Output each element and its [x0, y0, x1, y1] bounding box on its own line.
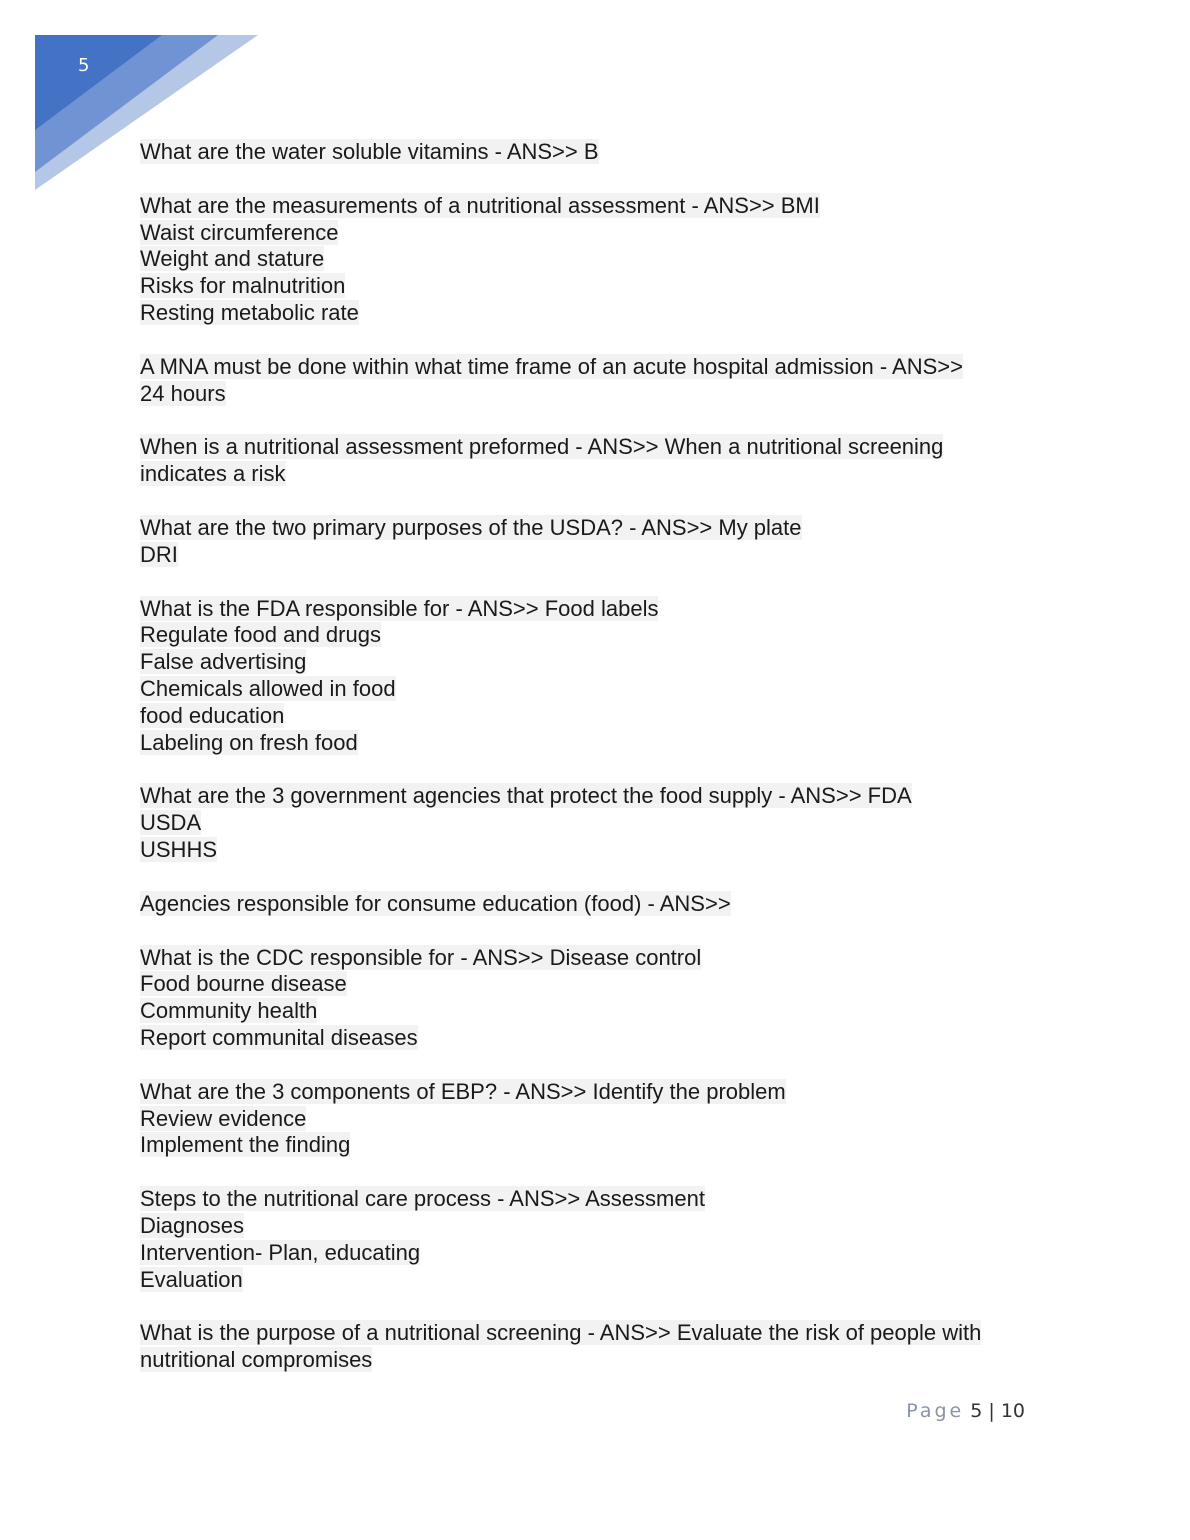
answer-text: indicates a risk	[140, 461, 286, 487]
answer-line	[140, 810, 1060, 837]
answer-text: DRI	[140, 541, 178, 567]
answer-line	[140, 300, 1060, 327]
question-text: Steps to the nutritional care process - ANS>> Assessment	[140, 1186, 705, 1212]
answer-line	[140, 676, 1060, 703]
answer-line	[140, 837, 1060, 864]
footer-total-pages: 10	[1000, 1400, 1025, 1422]
answer-line	[140, 649, 1060, 676]
question-line	[140, 945, 1060, 972]
question-text: What are the 3 components of EBP? - ANS>> Identify the problem	[140, 1078, 786, 1104]
question-line	[140, 1079, 1060, 1106]
question-text: A MNA must be done within what time frame of an acute hospital admission - ANS>>	[140, 353, 963, 379]
question-text: What are the water soluble vitamins - ANS>> B	[140, 139, 599, 164]
question-text: What are the 3 government agencies that protect the food supply - ANS>> FDA	[140, 783, 912, 809]
answer-line	[140, 1267, 1060, 1294]
answer-text: Weight and stature	[140, 246, 325, 272]
answer-text: Waist circumference	[140, 219, 339, 245]
qa-item	[140, 1320, 1060, 1374]
question-line	[140, 596, 1060, 623]
question-line	[140, 783, 1060, 810]
qa-item	[140, 596, 1060, 757]
qa-item	[140, 945, 1060, 1052]
answer-text: Regulate food and drugs	[140, 622, 381, 648]
answer-line	[140, 1025, 1060, 1052]
question-line	[140, 1320, 1060, 1347]
answer-text: 24 hours	[140, 380, 226, 406]
footer-separator: |	[988, 1400, 995, 1422]
qa-item	[140, 515, 1060, 569]
question-text: What are the two primary purposes of the USDA? - ANS>> My plate	[140, 514, 802, 540]
answer-text: Risks for malnutrition	[140, 273, 346, 299]
answer-text: Community health	[140, 998, 318, 1024]
qa-item	[140, 434, 1060, 488]
question-line	[140, 139, 1060, 166]
answer-text: USHHS	[140, 836, 218, 862]
answer-line	[140, 1106, 1060, 1133]
answer-line	[140, 622, 1060, 649]
question-text: What is the FDA responsible for - ANS>> Food labels	[140, 595, 659, 621]
answer-text: Diagnoses	[140, 1212, 244, 1238]
qa-list	[140, 139, 1060, 1401]
qa-item	[140, 891, 1060, 918]
answer-text: food education	[140, 702, 285, 728]
answer-line	[140, 971, 1060, 998]
qa-item	[140, 193, 1060, 327]
answer-text: Report communital diseases	[140, 1024, 418, 1050]
answer-text: Resting metabolic rate	[140, 299, 359, 325]
question-text: What is the CDC responsible for - ANS>> Disease control	[140, 944, 702, 970]
answer-text: Evaluation	[140, 1266, 243, 1292]
answer-line	[140, 381, 1060, 408]
question-line	[140, 891, 1060, 918]
question-line	[140, 434, 1060, 461]
question-line	[140, 193, 1060, 220]
answer-line	[140, 730, 1060, 757]
qa-item	[140, 354, 1060, 408]
answer-text: Intervention- Plan, educating	[140, 1239, 421, 1265]
question-text: What are the measurements of a nutritional assessment - ANS>> BMI	[140, 192, 820, 218]
qa-item	[140, 783, 1060, 863]
answer-line	[140, 1213, 1060, 1240]
answer-line	[140, 220, 1060, 247]
answer-line	[140, 1240, 1060, 1267]
answer-line	[140, 1347, 1060, 1374]
footer-current-page: 5	[970, 1400, 983, 1422]
answer-text: Food bourne disease	[140, 971, 347, 997]
qa-item	[140, 1186, 1060, 1293]
question-text: When is a nutritional assessment preformed - ANS>> When a nutritional screening	[140, 434, 944, 460]
answer-line	[140, 461, 1060, 488]
answer-text: Implement the finding	[140, 1132, 351, 1158]
answer-line	[140, 703, 1060, 730]
question-text: What is the purpose of a nutritional screening - ANS>> Evaluate the risk of people with	[140, 1320, 982, 1346]
answer-line	[140, 246, 1060, 273]
question-line	[140, 1186, 1060, 1213]
answer-text: Review evidence	[140, 1105, 307, 1131]
answer-text: Chemicals allowed in food	[140, 675, 396, 701]
answer-text: nutritional compromises	[140, 1347, 373, 1373]
corner-page-number: 5	[78, 55, 90, 76]
page-footer	[906, 1400, 1025, 1422]
qa-item	[140, 139, 1060, 166]
question-text: Agencies responsible for consume education (food) - ANS>>	[140, 890, 731, 916]
question-line	[140, 354, 1060, 381]
answer-line	[140, 273, 1060, 300]
answer-line	[140, 542, 1060, 569]
answer-text: USDA	[140, 810, 202, 836]
question-line	[140, 515, 1060, 542]
qa-item	[140, 1079, 1060, 1159]
answer-text: Labeling on fresh food	[140, 729, 358, 755]
answer-text: False advertising	[140, 649, 307, 675]
answer-line	[140, 998, 1060, 1025]
footer-page-label: Page	[906, 1400, 965, 1422]
answer-line	[140, 1132, 1060, 1159]
